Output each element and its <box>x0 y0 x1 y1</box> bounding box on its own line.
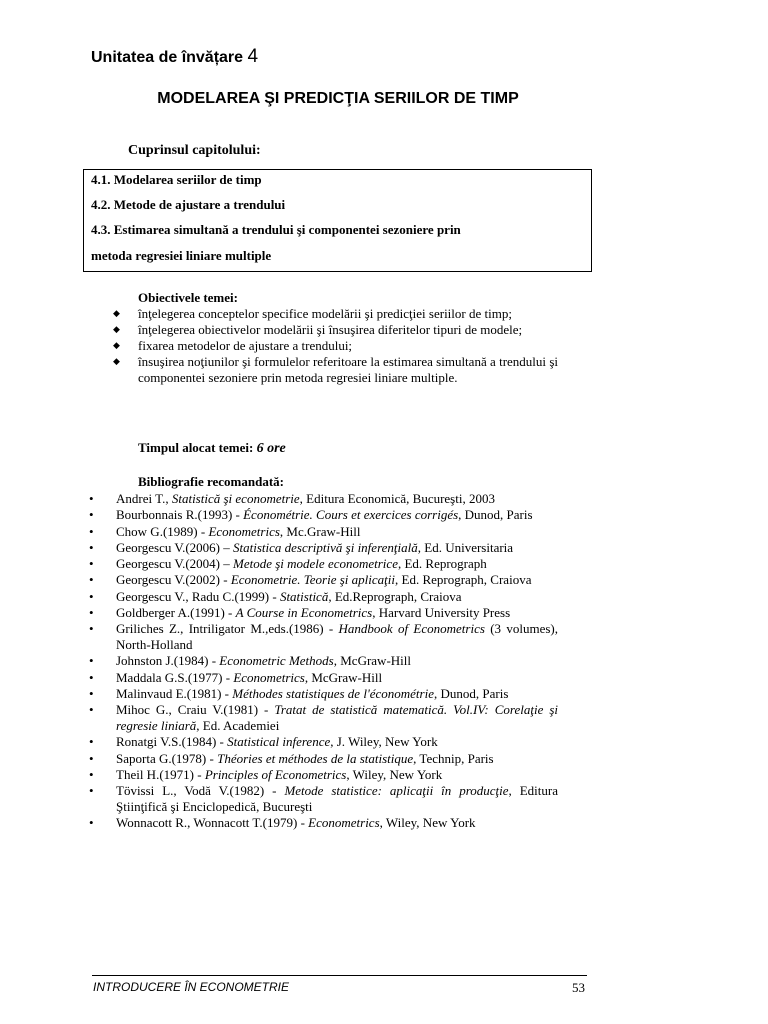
bibliography-item: • Georgescu V., Radu C.(1999) - Statistică, Ed.Reprograph, Craiova <box>88 589 558 605</box>
bibliography-item: • Tövissi L., Vodă V.(1982) - Metode statistice: aplicaţii în producţie, Editura Ştiinţifică şi Enciclopedică, Bucureşti <box>88 783 558 815</box>
objectives-heading: Obiectivele temei: <box>138 290 238 305</box>
bibliography-item: • Maddala G.S.(1977) - Econometrics, McGraw-Hill <box>88 670 558 686</box>
bibliography-item: • Andrei T., Statistică şi econometrie, Editura Economică, Bucureşti, 2003 <box>88 491 558 507</box>
allotted-time-value: 6 ore <box>256 441 286 456</box>
objective-item: ◆ înţelegerea conceptelor specifice modelării şi predicţiei seriilor de timp; <box>113 306 558 322</box>
bibliography-item: • Georgescu V.(2002) - Econometrie. Teorie şi aplicaţii, Ed. Reprograph, Craiova <box>88 572 558 588</box>
chapter-title: MODELAREA ŞI PREDICŢIA SERIILOR DE TIMP <box>157 90 519 107</box>
bibliography-item: • Wonnacott R., Wonnacott T.(1979) - Econometrics, Wiley, New York <box>88 815 558 831</box>
contents-item: 4.1. Modelarea seriilor de timp <box>91 172 262 187</box>
bibliography-item: • Johnston J.(1984) - Econometric Methods, McGraw-Hill <box>88 653 558 669</box>
allotted-time <box>138 440 286 457</box>
bibliography-item: • Ronatgi V.S.(1984) - Statistical inference, J. Wiley, New York <box>88 734 558 750</box>
unit-title <box>91 46 258 68</box>
bibliography-item: • Chow G.(1989) - Econometrics, Mc.Graw-Hill <box>88 524 558 540</box>
contents-item: 4.3. Estimarea simultană a trendului şi componentei sezoniere prin <box>91 222 461 237</box>
bibliography-item: • Malinvaud E.(1981) - Méthodes statistiques de l'économétrie, Dunod, Paris <box>88 686 558 702</box>
bibliography-item: • Griliches Z., Intriligator M.,eds.(1986) - Handbook of Econometrics (3 volumes), North-Holland <box>88 621 558 653</box>
unit-label: Unitatea de învățare <box>91 49 244 66</box>
bibliography-item: • Goldberger A.(1991) - A Course in Econometrics, Harvard University Press <box>88 605 558 621</box>
objectives-list <box>113 306 558 386</box>
objective-item: ◆ înţelegerea obiectivelor modelării şi însuşirea diferitelor tipuri de modele; <box>113 322 558 338</box>
bibliography-item: • Georgescu V.(2006) – Statistica descriptivă şi inferenţială, Ed. Universitaria <box>88 540 558 556</box>
bibliography-item: • Georgescu V.(2004) – Metode şi modele econometrice, Ed. Reprograph <box>88 556 558 572</box>
contents-box <box>83 169 592 272</box>
allotted-time-label: Timpul alocat temei: <box>138 440 254 455</box>
unit-number: 4 <box>247 46 259 67</box>
footer-title: INTRODUCERE ÎN ECONOMETRIE <box>93 980 290 994</box>
footer-rule <box>92 975 587 976</box>
bibliography-list <box>88 491 558 831</box>
objective-item: ◆ fixarea metodelor de ajustare a trendului; <box>113 338 558 354</box>
bibliography-item: • Bourbonnais R.(1993) - Économétrie. Cours et exercices corrigés, Dunod, Paris <box>88 507 558 523</box>
contents-item: metoda regresiei liniare multiple <box>91 248 272 263</box>
bibliography-item: • Theil H.(1971) - Principles of Econometrics, Wiley, New York <box>88 767 558 783</box>
contents-heading: Cuprinsul capitolului: <box>128 143 261 158</box>
contents-item: 4.2. Metode de ajustare a trendului <box>91 197 286 212</box>
page-number: 53 <box>572 980 585 995</box>
bibliography-item: • Saporta G.(1978) - Théories et méthodes de la statistique, Technip, Paris <box>88 751 558 767</box>
bibliography-item: • Mihoc G., Craiu V.(1981) - Tratat de statistică matematică. Vol.IV: Corelaţie şi regresie liniară, Ed. Academiei <box>88 702 558 734</box>
objective-item: ◆ însuşirea noţiunilor şi formulelor referitoare la estimarea simultană a trendului şi componentei sezoniere prin metoda regresiei liniare multiple. <box>113 354 558 386</box>
bibliography-heading: Bibliografie recomandată: <box>138 474 284 489</box>
